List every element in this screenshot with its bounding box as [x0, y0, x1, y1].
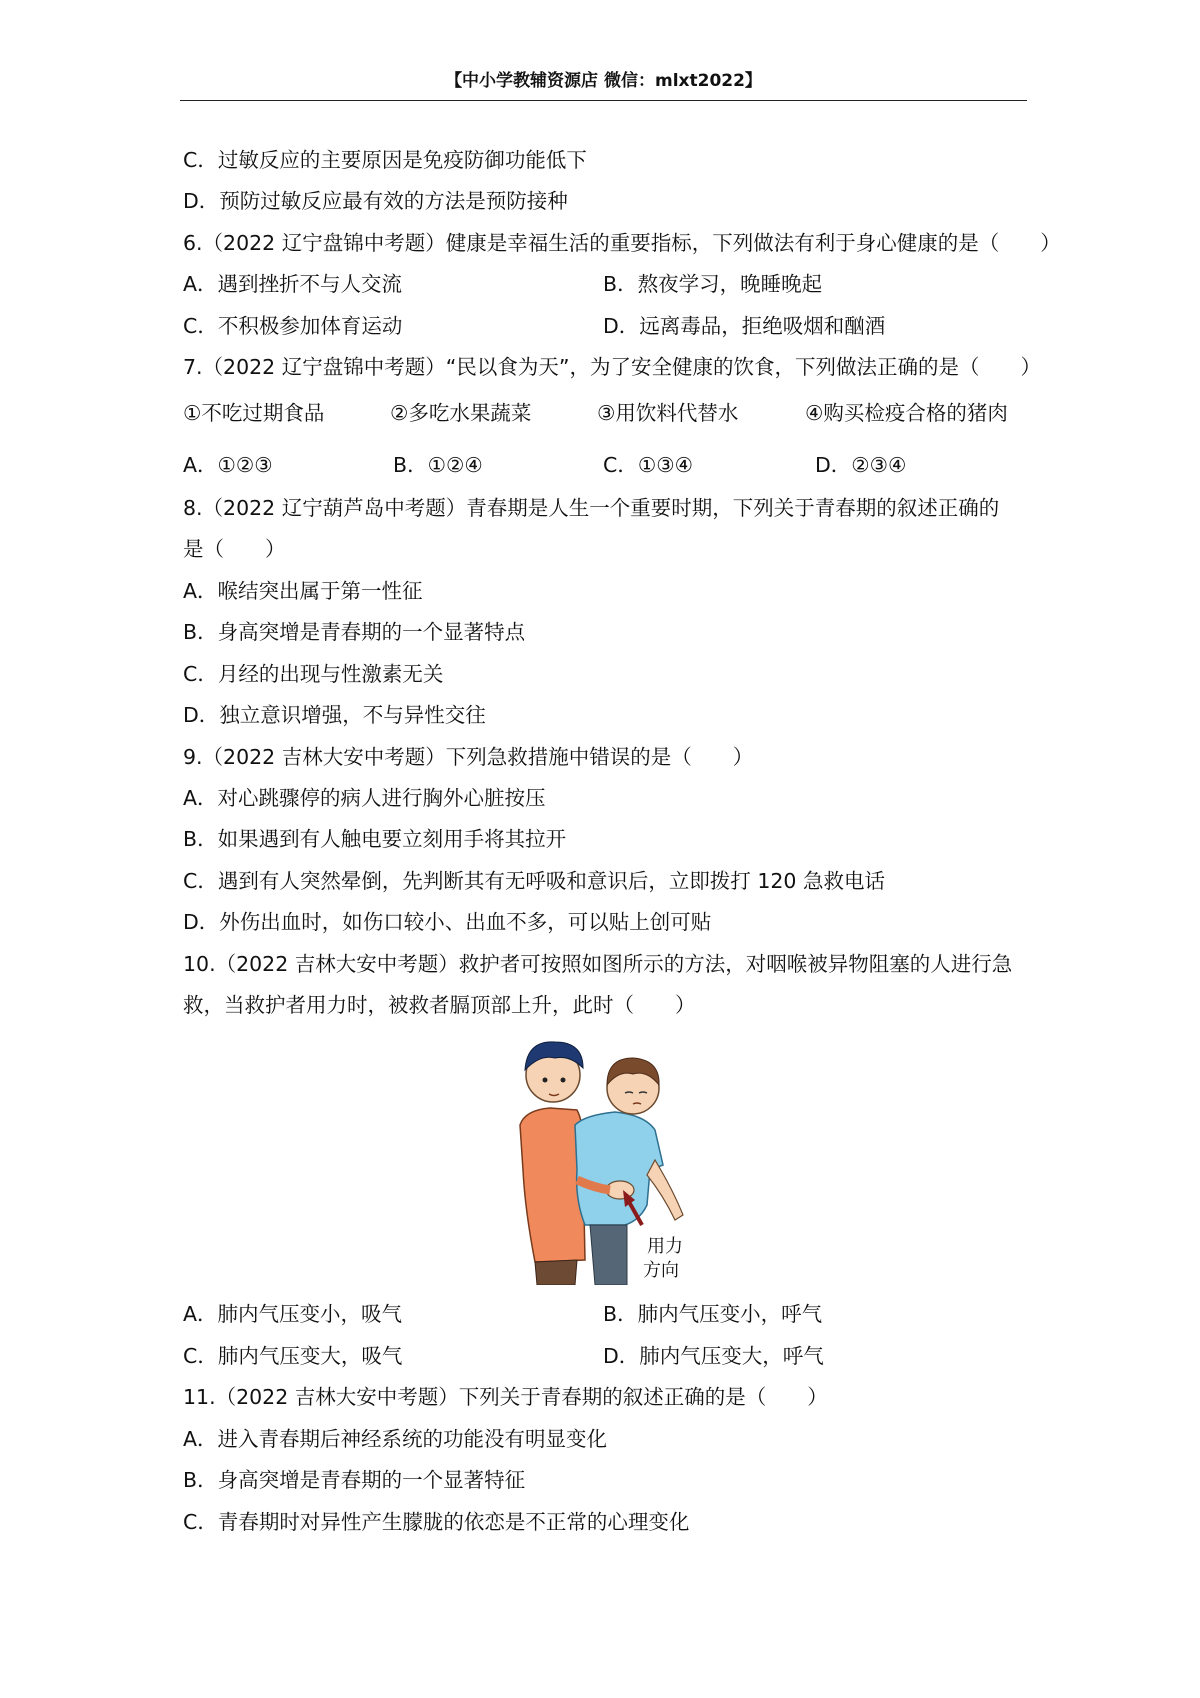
q6-option-b: B．熬夜学习，晚睡晚起 — [603, 272, 823, 296]
page-header: 【中小学教辅资源店 微信：mlxt2022】 — [180, 64, 1027, 101]
q8-stem-line2: 是（ ） — [183, 537, 286, 561]
q9-stem: 9.（2022 吉林大安中考题）下列急救措施中错误的是（ ） — [183, 745, 754, 769]
q8-option-b: B．身高突增是青春期的一个显著特点 — [183, 620, 526, 644]
q6-option-c: C．不积极参加体育运动 — [183, 314, 403, 338]
q11-option-a: A．进入青春期后神经系统的功能没有明显变化 — [183, 1427, 608, 1451]
q11-option-c: C．青春期时对异性产生朦胧的依恋是不正常的心理变化 — [183, 1510, 690, 1534]
q7-item-2: ②多吃水果蔬菜 — [390, 401, 532, 425]
q6-option-d: D．远离毒品，拒绝吸烟和酗酒 — [603, 314, 886, 338]
q8-option-a: A．喉结突出属于第一性征 — [183, 579, 423, 603]
q11-stem: 11.（2022 吉林大安中考题）下列关于青春期的叙述正确的是（ ） — [183, 1385, 828, 1409]
heimlich-illustration — [515, 1030, 715, 1285]
q10-option-b: B．肺内气压变小，呼气 — [603, 1302, 823, 1326]
rescuer-figure — [520, 1042, 585, 1285]
q10-stem-line2: 救，当救护者用力时，被救者膈顶部上升，此时（ ） — [183, 993, 696, 1017]
q8-option-d: D．独立意识增强，不与异性交往 — [183, 703, 486, 727]
prev-option-d: D．预防过敏反应最有效的方法是预防接种 — [183, 189, 568, 213]
q7-stem: 7.（2022 辽宁盘锦中考题）“民以食为天”，为了安全健康的饮食，下列做法正确的是（ ） — [183, 355, 1041, 379]
figure-label-line2: 方向 — [643, 1260, 679, 1281]
q9-option-a: A．对心跳骤停的病人进行胸外心脏按压 — [183, 786, 546, 810]
q10-option-d: D．肺内气压变大，呼气 — [603, 1344, 824, 1368]
q10-stem-line1: 10.（2022 吉林大安中考题）救护者可按照如图所示的方法，对咽喉被异物阻塞的人进行急 — [183, 952, 1013, 976]
heimlich-drawing — [515, 1030, 715, 1285]
q10-option-a: A．肺内气压变小，吸气 — [183, 1302, 403, 1326]
q10-option-c: C．肺内气压变大，吸气 — [183, 1344, 403, 1368]
q7-item-3: ③用饮料代替水 — [597, 401, 739, 425]
q7-option-d: D．②③④ — [815, 453, 907, 477]
q7-option-b: B．①②④ — [393, 453, 483, 477]
prev-option-c: C．过敏反应的主要原因是免疫防御功能低下 — [183, 148, 587, 172]
q7-item-4: ④购买检疫合格的猪肉 — [805, 401, 1008, 425]
q6-option-a: A．遇到挫折不与人交流 — [183, 272, 403, 296]
q7-option-c: C．①③④ — [603, 453, 693, 477]
q9-option-c: C．遇到有人突然晕倒，先判断其有无呼吸和意识后，立即拨打 120 急救电话 — [183, 869, 885, 893]
q8-option-c: C．月经的出现与性激素无关 — [183, 662, 444, 686]
q9-option-b: B．如果遇到有人触电要立刻用手将其拉开 — [183, 827, 567, 851]
q9-option-d: D．外伤出血时，如伤口较小、出血不多，可以贴上创可贴 — [183, 910, 712, 934]
q7-option-a: A．①②③ — [183, 453, 273, 477]
q6-stem: 6.（2022 辽宁盘锦中考题）健康是幸福生活的重要指标，下列做法有利于身心健康的是（ ） — [183, 231, 1061, 255]
q11-option-b: B．身高突增是青春期的一个显著特征 — [183, 1468, 526, 1492]
q8-stem-line1: 8.（2022 辽宁葫芦岛中考题）青春期是人生一个重要时期，下列关于青春期的叙述正确的 — [183, 496, 1000, 520]
q7-item-1: ①不吃过期食品 — [183, 401, 325, 425]
figure-label-line1: 用力 — [647, 1236, 683, 1257]
